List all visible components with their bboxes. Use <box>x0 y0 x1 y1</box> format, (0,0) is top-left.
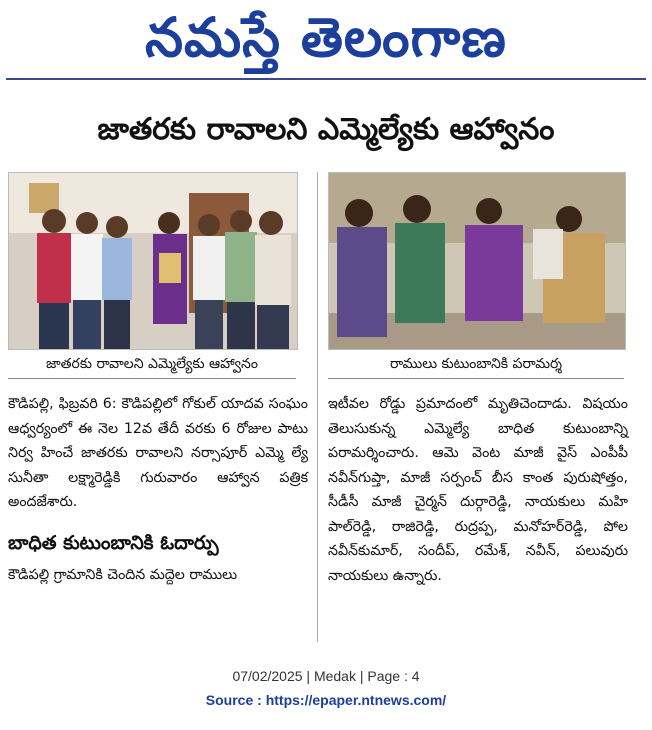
photo-caption-invitation: జాతరకు రావాలని ఎమ్మెల్యేకు ఆహ్వానం <box>8 350 296 379</box>
article-column-right <box>328 392 628 588</box>
source-line: Source : https://epaper.ntnews.com/ <box>205 692 447 708</box>
masthead-title: నమస్తే తెలంగాణ <box>145 6 507 69</box>
edition-line: 07/02/2025 | Medak | Page : 4 <box>232 668 420 684</box>
article-column-left <box>8 392 308 587</box>
column-divider <box>317 172 318 642</box>
story2-title: బాధిత కుటుంబానికి ఓదార్పు <box>8 531 219 554</box>
photo-invitation <box>8 172 298 350</box>
article-headline: జాతరకు రావాలని ఎమ్మెల్యేకు ఆహ్వానం <box>97 112 555 147</box>
story1-body: కౌడిపల్లి, ఫిబ్రవరి 6: కౌడిపల్లిలో గోకుల్ యాదవ సంఘం ఆధ్వర్యంలో ఈ నెల 12వ తేదీ వరకు 6 రోజుల పాటు నిర్వ హించే జాతరకు రావాలని నర్సాపూర్ ఎమ్మె ల్యే సునీతా లక్ష్మారెడ్డికి గురువారం ఆహ్వాన పత్రిక అందజేశారు. <box>8 396 308 510</box>
masthead-divider <box>6 78 646 80</box>
photo-caption-condolence: రాములు కుటుంబానికి పరామర్శ <box>328 350 624 379</box>
photo-condolence <box>328 172 626 350</box>
story2-body-continued: ఇటీవల రోడ్డు ప్రమాదంలో మృతిచెందాడు. విషయం తెలుసుకున్న ఎమ్మెల్యే బాధిత కుటుంబాన్ని పరామర్శించారు. ఆమె వెంట మాజీ వైస్ ఎంపీపీ నవీన్‌గుప్తా, మాజీ సర్పంచ్ బీస కాంత పురుషోత్తం, సీడీసీ మాజీ చైర్మన్ దుర్గారెడ్డి, నాయకులు మహి పాల్‌రెడ్డి, రాజిరెడ్డి, రుద్రప్ప, మనోహర్‌రెడ్డి, పోల నవీన్‌కుమార్, సందీప్, రమేశ్, నవీన్, పలువురు నాయకులు ఉన్నారు. <box>328 396 628 584</box>
story2-body-start: కౌడిపల్లి గ్రామానికి చెందిన మద్దెల రాములు <box>8 566 238 583</box>
